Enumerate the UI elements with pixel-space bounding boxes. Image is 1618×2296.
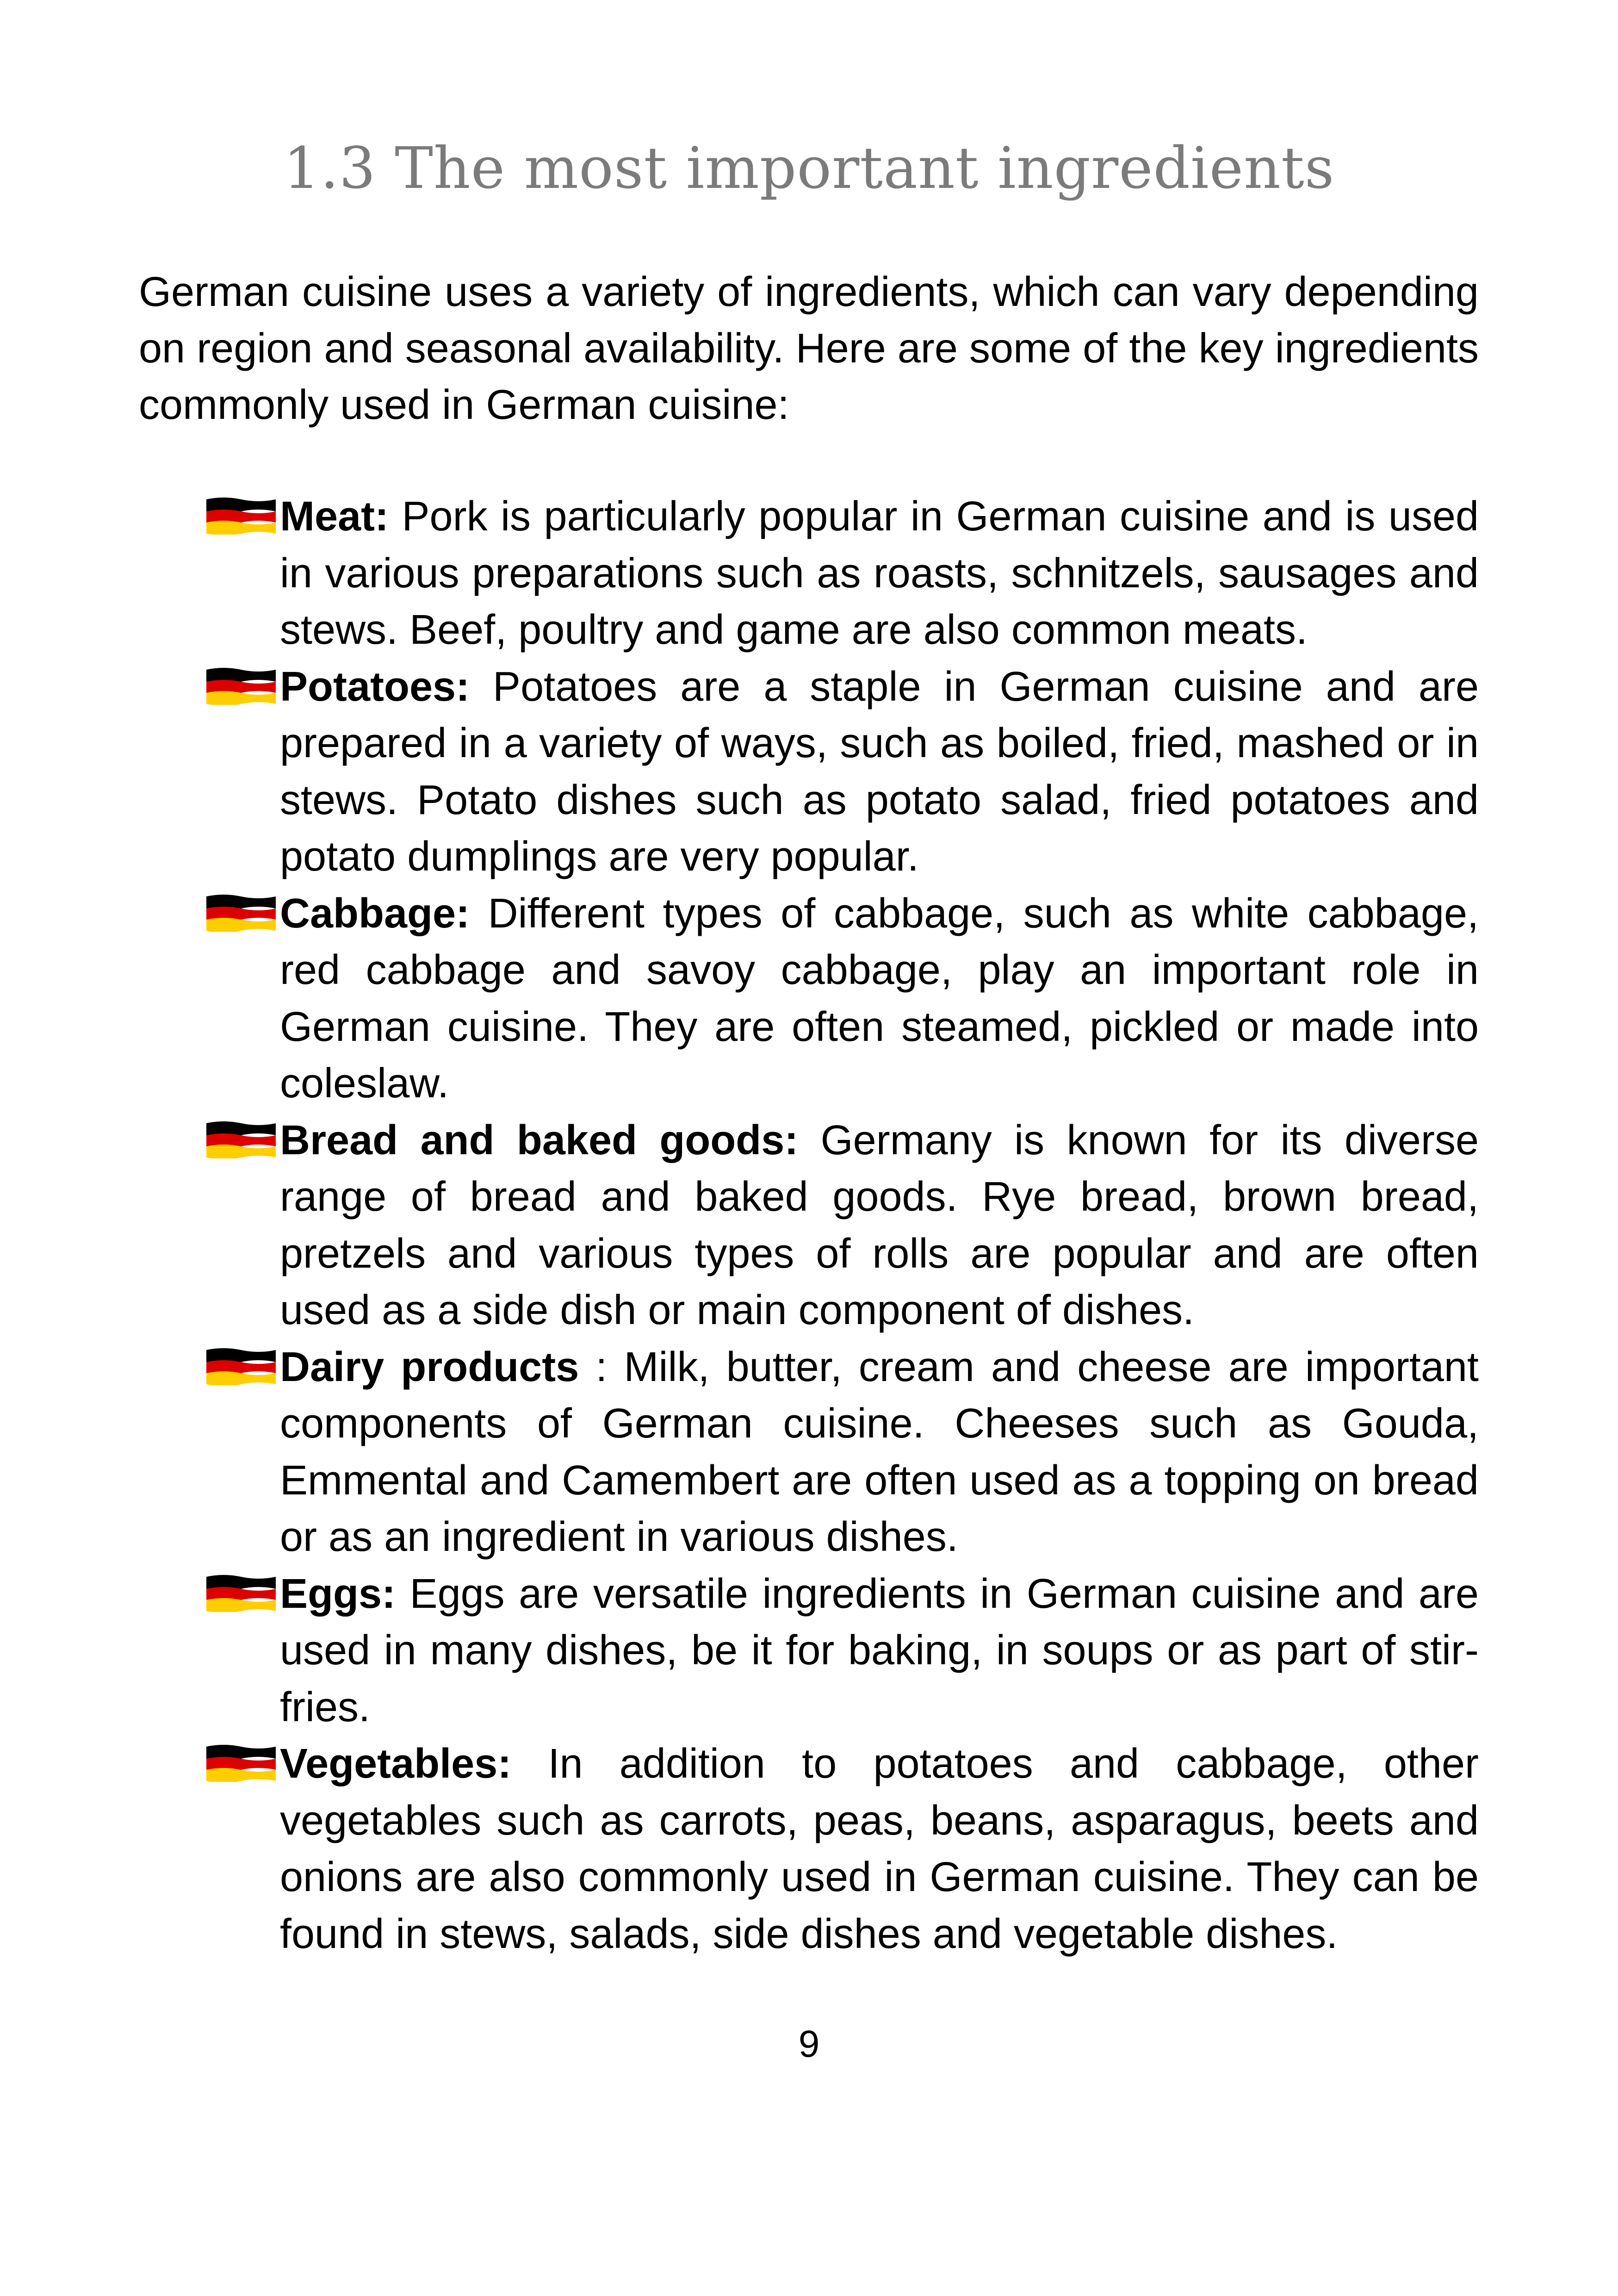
ingredient-description: Pork is particularly popular in German cuisine and is used in various preparations such as roasts, schnitzels, sausages and stews. Beef, poultry and game are also common meats. bbox=[280, 493, 1479, 653]
germany-flag-icon bbox=[206, 893, 276, 932]
ingredient-term: Cabbage: bbox=[280, 890, 470, 937]
ingredient-list bbox=[204, 488, 1479, 1962]
ingredient-description: Eggs are versatile ingredients in German cuisine and are used in many dishes, be it for baking, in soups or as part of stir-fries. bbox=[280, 1570, 1479, 1730]
section-heading: 1.3 The most important ingredients bbox=[283, 135, 1335, 202]
ingredient-description: : Milk, butter, cream and cheese are important components of German cuisine. Cheeses such as Gouda, Emmental and Camembert are often used as a topping on bread or as an ingredient in various dishes. bbox=[280, 1344, 1479, 1560]
ingredient-description: In addition to potatoes and cabbage, other vegetables such as carrots, peas, beans, asparagus, beets and onions are also commonly used in German cuisine. They can be found in stews, salads, side dishes and vegetable dishes. bbox=[280, 1741, 1479, 1957]
list-item-vegetables bbox=[204, 1736, 1479, 1962]
ingredient-description: Different types of cabbage, such as white cabbage, red cabbage and savoy cabbage, play an important role in German cuisine. They are often steamed, pickled or made into coleslaw. bbox=[280, 890, 1479, 1107]
ingredient-term: Meat: bbox=[280, 493, 389, 540]
germany-flag-icon bbox=[206, 1743, 276, 1782]
germany-flag-icon bbox=[206, 1573, 276, 1612]
list-item-eggs bbox=[204, 1566, 1479, 1736]
germany-flag-icon bbox=[206, 1346, 276, 1385]
ingredient-description: Germany is known for its diverse range of bread and baked goods. Rye bread, brown bread, pretzels and various types of rolls are popular and are often used as a side dish or main component of dishes. bbox=[280, 1117, 1479, 1333]
germany-flag-icon bbox=[206, 496, 276, 535]
list-item-potatoes bbox=[204, 659, 1479, 885]
ingredient-term: Potatoes: bbox=[280, 663, 470, 710]
list-item-meat bbox=[204, 488, 1479, 659]
germany-flag-icon bbox=[206, 666, 276, 705]
ingredient-term: Vegetables: bbox=[280, 1741, 512, 1787]
ingredient-term: Dairy products bbox=[280, 1344, 579, 1390]
ingredient-term: Bread and baked goods: bbox=[280, 1117, 799, 1164]
list-item-cabbage bbox=[204, 885, 1479, 1112]
ingredient-description: Potatoes are a staple in German cuisine and are prepared in a variety of ways, such as boiled, fried, mashed or in stews. Potato dishes such as potato salad, fried potatoes and potato dumplings are very popular. bbox=[280, 663, 1479, 880]
germany-flag-icon bbox=[206, 1120, 276, 1158]
intro-paragraph: German cuisine uses a variety of ingredients, which can vary depending on region and seasonal availability. Here are some of the key ingredients commonly used in German cuisine: bbox=[139, 269, 1479, 428]
list-item-bread bbox=[204, 1112, 1479, 1339]
list-item-dairy bbox=[204, 1339, 1479, 1566]
ingredient-term: Eggs: bbox=[280, 1570, 396, 1617]
page-number: 9 bbox=[798, 2023, 820, 2065]
